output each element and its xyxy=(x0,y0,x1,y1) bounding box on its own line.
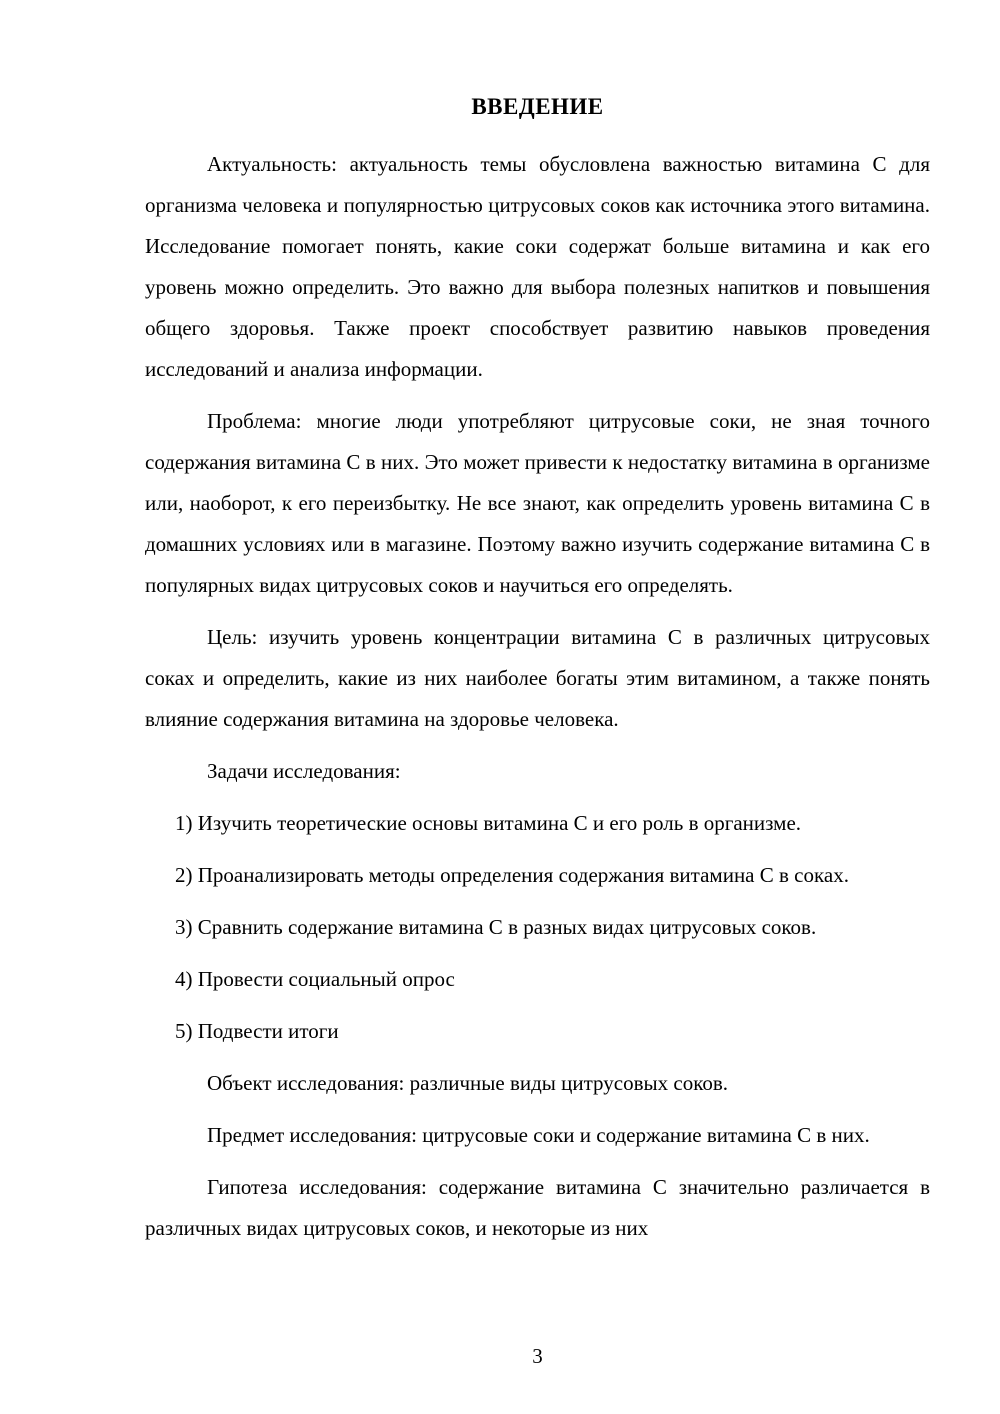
paragraph-zadachi-heading: Задачи исследования: xyxy=(207,759,401,783)
paragraph-problema: Проблема: многие люди употребляют цитрусовые соки, не зная точного содержания витамина С в них. Это может привести к недостатку витамина в организме или, наоборот, к его переизбытку. Не все знают, как определить уровень витамина С в домашних условиях или в магазине. Поэтому важно изучить содержание витамина С в популярных видах цитрусовых соков и научиться его определять. xyxy=(145,409,930,597)
task-item-1: 1) Изучить теоретические основы витамина С и его роль в организме. xyxy=(175,811,802,835)
task-item-4: 4) Провести социальный опрос xyxy=(175,967,455,991)
page-title: ВВЕДЕНИЕ xyxy=(471,94,604,119)
paragraph-tsel: Цель: изучить уровень концентрации витамина С в различных цитрусовых соках и определить, какие из них наиболее богаты этим витамином, а также понять влияние содержания витамина на здоровье человека. xyxy=(145,625,930,731)
task-item-3: 3) Сравнить содержание витамина С в разных видах цитрусовых соков. xyxy=(175,915,817,939)
page-number: 3 xyxy=(532,1344,543,1368)
paragraph-aktualnost: Актуальность: актуальность темы обусловлена важностью витамина С для организма человека и популярностью цитрусовых соков как источника этого витамина. Исследование помогает понять, какие соки содержат больше витамина и как его уровень можно определить. Это важно для выбора полезных напитков и повышения общего здоровья. Также проект способствует развитию навыков проведения исследований и анализа информации. xyxy=(145,152,930,381)
paragraph-predmet: Предмет исследования: цитрусовые соки и содержание витамина С в них. xyxy=(207,1123,870,1147)
paragraph-gipoteza: Гипотеза исследования: содержание витамина С значительно различается в различных видах цитрусовых соков, и некоторые из них xyxy=(145,1175,930,1240)
task-item-2: 2) Проанализировать методы определения содержания витамина С в соках. xyxy=(175,863,849,887)
paragraph-obekt: Объект исследования: различные виды цитрусовых соков. xyxy=(207,1071,728,1095)
task-item-5: 5) Подвести итоги xyxy=(175,1019,339,1043)
